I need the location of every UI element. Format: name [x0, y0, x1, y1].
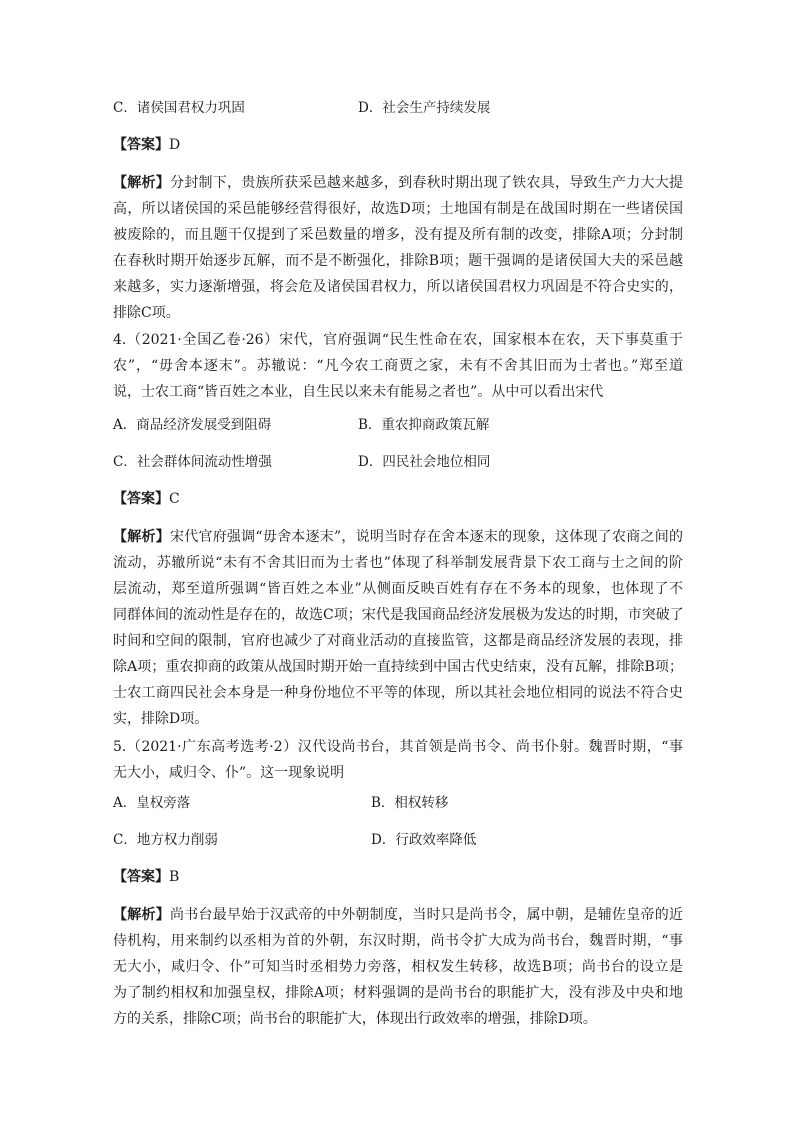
- q4-options-row-2: [113, 452, 688, 472]
- q4-answer-tag: 【答案】: [113, 491, 169, 507]
- q3-analysis-line: 在春秋时期开始逐步瓦解，而不是不断强化，排除B项；题干强调的是诸侯国大夫的采邑越: [113, 253, 683, 269]
- q3-analysis-line: 来越多，实力逐渐增强，将会危及诸侯国君权力，所以诸侯国君权力巩固是不符合史实的，: [113, 279, 683, 295]
- q4-stem: [113, 327, 683, 405]
- q5-options-row-1: [113, 793, 688, 813]
- q3-analysis-line: 【解析】分封制下，贵族所获采邑越来越多，到春秋时期出现了铁农具，导致生产力大大提: [113, 175, 684, 191]
- q5-option-b: B．相权转移: [371, 795, 449, 811]
- q3-answer-tag: 【答案】: [113, 137, 169, 153]
- q5-answer-tag: 【答案】: [113, 869, 169, 885]
- q3-analysis-tag: 【解析】: [113, 175, 171, 191]
- q5-stem: [113, 734, 683, 786]
- q4-option-c: C．社会群体间流动性增强: [113, 454, 272, 470]
- q4-option-a: A．商品经济发展受到阻碍: [113, 417, 272, 433]
- q3-analysis: [113, 170, 683, 326]
- q5-option-a: A．皇权旁落: [113, 795, 191, 811]
- q4-stem-line: 说，士农工商“皆百姓之本业，自生民以来未有能易之者也”。从中可以看出宋代: [113, 384, 604, 400]
- q4-answer: [113, 489, 688, 509]
- q4-analysis-line: 实，排除D项。: [113, 711, 209, 727]
- q5-options-row-2: [113, 830, 688, 850]
- q3-answer-value: D: [169, 137, 181, 153]
- q4-answer-value: C: [169, 491, 180, 507]
- q5-answer: [113, 867, 688, 887]
- q4-options-row-1: [113, 415, 688, 435]
- q5-analysis-line: 为了制约相权和加强皇权，排除A项；材料强调的是尚书台的职能扩大，没有涉及中央和地: [113, 985, 683, 1001]
- q5-analysis-line: 方的关系，排除C项；尚书台的职能扩大，体现出行政效率的增强，排除D项。: [113, 1011, 597, 1027]
- q3-option-c: C．诸侯国君权力巩固: [113, 100, 245, 116]
- q4-option-b: B．重农抑商政策瓦解: [358, 417, 490, 433]
- q4-analysis-line: 同群体间的流动性是存在的，故选C项；宋代是我国商品经济发展极为发达的时期，市突破了: [113, 607, 684, 623]
- q3-options-row: [113, 98, 688, 118]
- q4-analysis: [113, 524, 683, 732]
- q3-analysis-line: 高，所以诸侯国的采邑能够经营得很好，故选D项；土地国有制是在战国时期在一些诸侯国: [113, 201, 683, 217]
- q3-analysis-line: 被废除的，而且题干仅提到了采邑数量的增多，没有提及所有制的改变，排除A项；分封制: [113, 227, 683, 243]
- q3-analysis-line: 排除C项。: [113, 305, 180, 321]
- q5-analysis-tag: 【解析】: [113, 907, 171, 923]
- q5-stem-line: 5.（2021·广东高考选考·2）汉代设尚书台，其首领是尚书令、尚书仆射。魏晋时期，“事: [113, 739, 683, 755]
- q5-analysis-line: 【解析】尚书台最早始于汉武帝的中外朝制度，当时只是尚书令，属中朝，是辅佐皇帝的近: [113, 907, 684, 923]
- q4-analysis-tag: 【解析】: [113, 529, 170, 545]
- q4-analysis-line: 层流动，郑至道所强调“皆百姓之本业”从侧面反映百姓有存在不务本的现象，也体现了不: [113, 581, 683, 597]
- q4-analysis-line: 【解析】宋代官府强调“毋舍本逐末”，说明当时存在舍本逐末的现象，这体现了农商之间的: [113, 529, 683, 545]
- q4-stem-line: 4.（2021·全国乙卷·26）宋代，官府强调“民生性命在农，国家根本在农，天下事莫重于: [113, 332, 683, 348]
- q4-analysis-line: 流动，苏辙所说“未有不舍其旧而为士者也”体现了科举制发展背景下农工商与士之间的阶: [113, 555, 683, 571]
- q4-stem-line: 农”，“毋舍本逐末”。苏辙说：“凡今农工商贾之家，未有不舍其旧而为士者也。”郑至道: [113, 358, 683, 374]
- q4-analysis-line: 士农工商四民社会本身是一种身份地位不平等的体现，所以其社会地位相同的说法不符合史: [113, 685, 683, 701]
- q5-option-c: C．地方权力削弱: [113, 832, 218, 848]
- q4-option-d: D．四民社会地位相同: [358, 454, 491, 470]
- q4-analysis-line: 除A项；重农抑商的政策从战国时期开始一直持续到中国古代史结束，没有瓦解，排除B项；: [113, 659, 683, 675]
- q3-answer: [113, 135, 688, 155]
- q4-analysis-line: 时间和空间的限制，官府也减少了对商业活动的直接监管，这都是商品经济发展的表现，排: [113, 633, 683, 649]
- q5-analysis-line: 侍机构，用来制约以丞相为首的外朝，东汉时期，尚书令扩大成为尚书台，魏晋时期，“事: [113, 933, 683, 949]
- q5-stem-line: 无大小，咸归令、仆”。这一现象说明: [113, 765, 345, 781]
- q5-answer-value: B: [169, 869, 180, 885]
- q3-option-d: D．社会生产持续发展: [358, 100, 491, 116]
- q5-analysis: [113, 902, 683, 1032]
- q5-analysis-line: 无大小，咸归令、仆”可知当时丞相势力旁落，相权发生转移，故选B项；尚书台的设立是: [113, 959, 683, 975]
- q5-option-d: D．行政效率降低: [371, 832, 477, 848]
